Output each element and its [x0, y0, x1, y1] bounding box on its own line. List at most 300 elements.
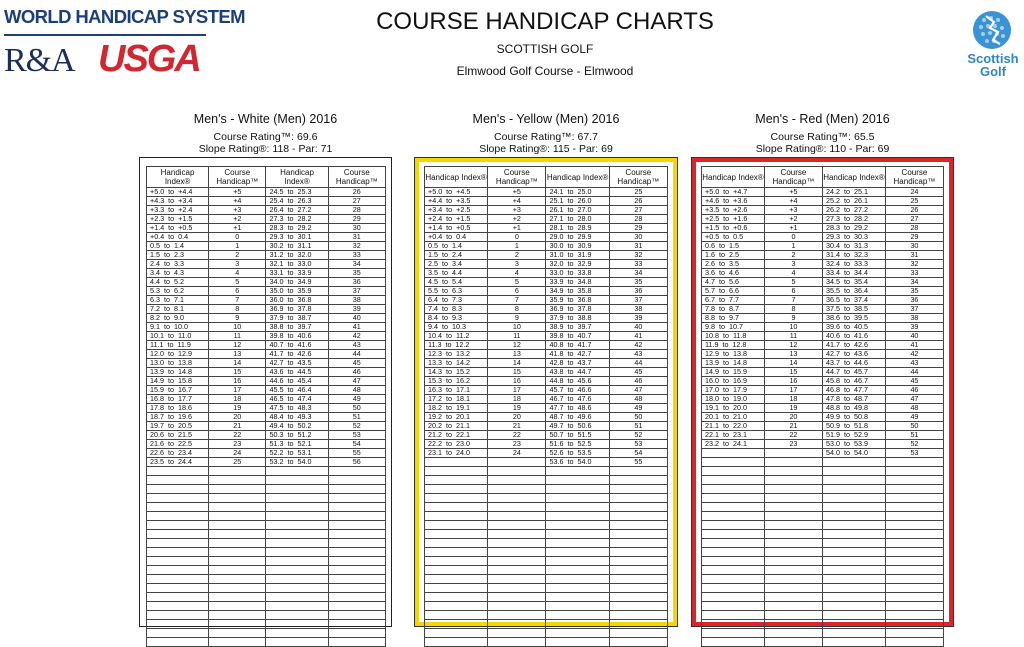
- course-handicap-cell: 2: [209, 251, 266, 260]
- handicap-index-cell: [546, 566, 609, 575]
- table-row: [702, 602, 944, 611]
- handicap-index-cell: [266, 611, 328, 620]
- course-handicap-cell: 29: [885, 233, 943, 242]
- table-row: [147, 350, 386, 359]
- course-handicap-cell: +4: [488, 197, 546, 206]
- course-handicap-cell: [609, 638, 667, 647]
- handicap-index-cell: 52.2 to 53.1: [266, 449, 328, 458]
- handicap-index-cell: 13.9 to 14.8: [702, 359, 765, 368]
- table-row: [147, 431, 386, 440]
- table-row: [147, 359, 386, 368]
- handicap-index-cell: +2.5 to +1.6: [702, 215, 765, 224]
- handicap-index-cell: 13.3 to 14.2: [425, 359, 488, 368]
- table-row: [702, 566, 944, 575]
- course-handicap-cell: [764, 485, 822, 494]
- table-row: [702, 521, 944, 530]
- handicap-index-header: Handicap Index®: [425, 167, 488, 188]
- course-handicap-cell: [328, 503, 385, 512]
- course-handicap-cell: [328, 539, 385, 548]
- handicap-index-cell: [702, 593, 765, 602]
- course-handicap-cell: 20: [209, 413, 266, 422]
- handicap-index-cell: [266, 602, 328, 611]
- course-handicap-cell: 47: [609, 386, 667, 395]
- handicap-index-cell: 22.6 to 23.4: [147, 449, 209, 458]
- handicap-index-cell: 24.5 to 25.3: [266, 188, 328, 197]
- course-handicap-cell: 35: [885, 287, 943, 296]
- handicap-index-cell: 49.9 to 50.8: [822, 413, 885, 422]
- handicap-index-cell: 34.0 to 34.9: [266, 278, 328, 287]
- course-handicap-cell: [764, 503, 822, 512]
- handicap-index-cell: 11.1 to 11.9: [147, 341, 209, 350]
- table-row: [147, 530, 386, 539]
- handicap-index-cell: 48.7 to 49.6: [546, 413, 609, 422]
- course-handicap-cell: 43: [328, 341, 385, 350]
- handicap-index-cell: [702, 548, 765, 557]
- course-handicap-cell: +5: [488, 188, 546, 197]
- course-handicap-cell: [885, 602, 943, 611]
- handicap-index-cell: 30.0 to 30.9: [546, 242, 609, 251]
- handicap-index-cell: 16.8 to 17.7: [147, 395, 209, 404]
- course-handicap-cell: 19: [488, 404, 546, 413]
- course-handicap-cell: 47: [328, 377, 385, 386]
- handicap-index-cell: 44.8 to 45.6: [546, 377, 609, 386]
- course-handicap-cell: [209, 638, 266, 647]
- handicap-index-cell: 18.0 to 19.0: [702, 395, 765, 404]
- handicap-index-cell: 36.9 to 37.8: [266, 305, 328, 314]
- course-handicap-cell: 31: [328, 233, 385, 242]
- course-handicap-cell: [764, 476, 822, 485]
- course-handicap-cell: [488, 494, 546, 503]
- course-handicap-cell: 47: [885, 395, 943, 404]
- course-handicap-cell: 33: [328, 251, 385, 260]
- course-handicap-cell: 14: [764, 359, 822, 368]
- course-handicap-cell: 52: [885, 440, 943, 449]
- table-row: [425, 431, 668, 440]
- course-handicap-cell: [764, 512, 822, 521]
- handicap-index-cell: [266, 539, 328, 548]
- panel-yellow-info: [414, 131, 678, 155]
- table-row: [702, 332, 944, 341]
- handicap-index-cell: 6.4 to 7.3: [425, 296, 488, 305]
- handicap-index-cell: 50.9 to 51.8: [822, 422, 885, 431]
- course-handicap-cell: [328, 593, 385, 602]
- course-handicap-cell: [764, 638, 822, 647]
- handicap-index-cell: 35.5 to 36.4: [822, 287, 885, 296]
- course-handicap-cell: [764, 629, 822, 638]
- course-handicap-cell: 13: [764, 350, 822, 359]
- table-row: [702, 188, 944, 197]
- course-handicap-cell: [209, 512, 266, 521]
- table-row: [702, 494, 944, 503]
- course-handicap-cell: 29: [328, 215, 385, 224]
- handicap-index-cell: [266, 575, 328, 584]
- handicap-index-cell: +2.3 to +1.5: [147, 215, 209, 224]
- handicap-index-cell: [266, 584, 328, 593]
- table-row: [425, 539, 668, 548]
- sg-line1: Scottish: [967, 51, 1019, 66]
- handicap-index-cell: 7.4 to 8.3: [425, 305, 488, 314]
- table-row: [425, 413, 668, 422]
- handicap-index-cell: 31.2 to 32.0: [266, 251, 328, 260]
- handicap-index-cell: 27.1 to 28.0: [546, 215, 609, 224]
- course-handicap-cell: [764, 530, 822, 539]
- handicap-index-cell: [546, 593, 609, 602]
- course-handicap-cell: [328, 584, 385, 593]
- table-row: [702, 539, 944, 548]
- course-handicap-cell: 40: [609, 323, 667, 332]
- table-row: [147, 422, 386, 431]
- handicap-index-cell: 20.2 to 21.1: [425, 422, 488, 431]
- course-handicap-cell: 54: [609, 449, 667, 458]
- handicap-index-cell: 53.6 to 54.0: [546, 458, 609, 467]
- handicap-index-cell: 50.7 to 51.5: [546, 431, 609, 440]
- course-handicap-cell: 27: [328, 197, 385, 206]
- course-handicap-cell: 20: [488, 413, 546, 422]
- table-row: [425, 197, 668, 206]
- handicap-table-red: [701, 166, 944, 647]
- table-row: [702, 260, 944, 269]
- course-handicap-cell: +2: [764, 215, 822, 224]
- course-handicap-cell: [328, 548, 385, 557]
- course-handicap-cell: 38: [609, 305, 667, 314]
- course-handicap-cell: [209, 566, 266, 575]
- course-handicap-cell: 10: [488, 323, 546, 332]
- handicap-index-cell: [822, 458, 885, 467]
- handicap-index-cell: +2.4 to +1.5: [425, 215, 488, 224]
- course-handicap-cell: 23: [488, 440, 546, 449]
- handicap-index-cell: 23.1 to 24.0: [425, 449, 488, 458]
- table-row: [702, 467, 944, 476]
- handicap-index-cell: [425, 485, 488, 494]
- table-header-row: [147, 167, 386, 188]
- table-row: [702, 287, 944, 296]
- course-handicap-cell: 32: [609, 251, 667, 260]
- course-handicap-cell: [488, 458, 546, 467]
- table-row: [425, 242, 668, 251]
- course-handicap-cell: 31: [609, 242, 667, 251]
- course-handicap-cell: 45: [328, 359, 385, 368]
- table-row: [147, 611, 386, 620]
- table-row: [425, 206, 668, 215]
- table-row: [425, 188, 668, 197]
- handicap-index-cell: 6.3 to 7.1: [147, 296, 209, 305]
- course-handicap-cell: 25: [885, 197, 943, 206]
- course-handicap-cell: +5: [764, 188, 822, 197]
- handicap-index-cell: [425, 494, 488, 503]
- handicap-index-cell: [702, 602, 765, 611]
- table-row: [425, 251, 668, 260]
- course-handicap-cell: 15: [764, 368, 822, 377]
- usga-text: USGA: [98, 38, 200, 80]
- course-handicap-cell: 8: [488, 305, 546, 314]
- course-handicap-cell: [209, 530, 266, 539]
- handicap-index-header: Handicap Index®: [147, 167, 209, 188]
- course-handicap-cell: 45: [609, 368, 667, 377]
- table-row: [147, 521, 386, 530]
- course-handicap-cell: [885, 638, 943, 647]
- course-handicap-cell: [209, 503, 266, 512]
- course-handicap-cell: 17: [488, 386, 546, 395]
- table-row: [702, 431, 944, 440]
- course-handicap-cell: 37: [885, 305, 943, 314]
- course-handicap-cell: 24: [885, 188, 943, 197]
- handicap-index-cell: [147, 638, 209, 647]
- course-handicap-cell: [609, 620, 667, 629]
- course-handicap-cell: 30: [328, 224, 385, 233]
- table-row: [425, 449, 668, 458]
- course-handicap-cell: [764, 467, 822, 476]
- course-handicap-cell: [764, 584, 822, 593]
- course-handicap-cell: 34: [328, 260, 385, 269]
- table-row: [425, 368, 668, 377]
- whs-logo: WORLD HANDICAP SYSTEM: [4, 6, 245, 27]
- handicap-index-cell: 20.6 to 21.5: [147, 431, 209, 440]
- table-row: [702, 629, 944, 638]
- table-row: [147, 476, 386, 485]
- table-row: [147, 485, 386, 494]
- table-row: [425, 350, 668, 359]
- handicap-index-cell: 24.1 to 25.0: [546, 188, 609, 197]
- course-handicap-cell: [609, 512, 667, 521]
- course-handicap-cell: 37: [609, 296, 667, 305]
- handicap-index-cell: 41.8 to 42.7: [546, 350, 609, 359]
- course-handicap-cell: [488, 557, 546, 566]
- course-handicap-cell: [885, 521, 943, 530]
- course-handicap-cell: [885, 476, 943, 485]
- course-handicap-cell: 6: [488, 287, 546, 296]
- course-handicap-cell: [488, 584, 546, 593]
- course-handicap-cell: 13: [488, 350, 546, 359]
- handicap-index-cell: [702, 512, 765, 521]
- course-handicap-cell: 12: [764, 341, 822, 350]
- handicap-index-cell: [425, 530, 488, 539]
- table-row: [702, 620, 944, 629]
- table-row: [425, 359, 668, 368]
- course-handicap-cell: 2: [488, 251, 546, 260]
- course-handicap-cell: +2: [488, 215, 546, 224]
- course-handicap-cell: 1: [209, 242, 266, 251]
- course-handicap-cell: 49: [609, 404, 667, 413]
- handicap-index-cell: [546, 611, 609, 620]
- table-row: [425, 440, 668, 449]
- page-subtitle: SCOTTISH GOLF: [496, 42, 594, 56]
- course-handicap-cell: 1: [764, 242, 822, 251]
- course-handicap-cell: 51: [609, 422, 667, 431]
- course-handicap-header: Course Handicap™: [209, 167, 266, 188]
- handicap-index-cell: 13.0 to 13.8: [147, 359, 209, 368]
- handicap-index-cell: +1.4 to +0.5: [425, 224, 488, 233]
- table-row: [425, 611, 668, 620]
- course-handicap-cell: [609, 593, 667, 602]
- handicap-index-cell: 50.3 to 51.2: [266, 431, 328, 440]
- course-handicap-cell: 19: [764, 404, 822, 413]
- table-row: [425, 584, 668, 593]
- handicap-index-cell: 0.5 to 1.4: [425, 242, 488, 251]
- table-row: [702, 242, 944, 251]
- handicap-index-cell: 46.8 to 47.7: [822, 386, 885, 395]
- handicap-index-cell: 47.8 to 48.7: [822, 395, 885, 404]
- handicap-index-cell: [266, 476, 328, 485]
- course-handicap-cell: +5: [209, 188, 266, 197]
- handicap-index-cell: 37.5 to 38.5: [822, 305, 885, 314]
- course-handicap-cell: [209, 485, 266, 494]
- handicap-index-cell: 36.5 to 37.4: [822, 296, 885, 305]
- handicap-index-cell: 38.9 to 39.7: [546, 323, 609, 332]
- course-handicap-cell: +3: [764, 206, 822, 215]
- handicap-index-cell: [822, 575, 885, 584]
- course-handicap-cell: [209, 521, 266, 530]
- handicap-index-cell: [425, 602, 488, 611]
- course-handicap-cell: [328, 638, 385, 647]
- handicap-index-cell: [425, 575, 488, 584]
- table-row: [425, 458, 668, 467]
- handicap-index-cell: [147, 611, 209, 620]
- handicap-index-cell: +5.0 to +4.5: [425, 188, 488, 197]
- panel-white-slope: Slope Rating®: 118 - Par: 71: [198, 143, 333, 155]
- course-handicap-cell: 32: [328, 242, 385, 251]
- course-handicap-header: Course Handicap™: [488, 167, 546, 188]
- course-handicap-cell: 39: [328, 305, 385, 314]
- handicap-index-cell: 39.6 to 40.5: [822, 323, 885, 332]
- handicap-index-cell: 43.6 to 44.5: [266, 368, 328, 377]
- handicap-index-cell: 29.3 to 30.3: [822, 233, 885, 242]
- table-row: [147, 539, 386, 548]
- handicap-index-cell: 42.7 to 43.5: [266, 359, 328, 368]
- course-handicap-cell: [609, 476, 667, 485]
- table-row: [425, 269, 668, 278]
- course-handicap-cell: 16: [209, 377, 266, 386]
- course-handicap-cell: [609, 566, 667, 575]
- table-row: [147, 503, 386, 512]
- course-handicap-cell: [328, 602, 385, 611]
- course-handicap-cell: 24: [488, 449, 546, 458]
- handicap-index-cell: [702, 566, 765, 575]
- handicap-index-cell: [702, 557, 765, 566]
- table-row: [147, 377, 386, 386]
- handicap-index-cell: 45.7 to 46.6: [546, 386, 609, 395]
- table-row: [147, 386, 386, 395]
- handicap-index-cell: 29.3 to 30.1: [266, 233, 328, 242]
- course-handicap-cell: +1: [488, 224, 546, 233]
- course-handicap-cell: [885, 458, 943, 467]
- panel-red-rating: Course Rating™: 65.5: [770, 131, 875, 143]
- course-handicap-cell: [488, 602, 546, 611]
- table-row: [425, 602, 668, 611]
- handicap-index-cell: 24.2 to 25.1: [822, 188, 885, 197]
- handicap-index-cell: 38.8 to 39.7: [266, 323, 328, 332]
- course-handicap-cell: 24: [209, 449, 266, 458]
- course-handicap-cell: 49: [328, 395, 385, 404]
- table-row: [702, 305, 944, 314]
- table-row: [702, 323, 944, 332]
- table-row: [702, 548, 944, 557]
- course-handicap-cell: 25: [209, 458, 266, 467]
- table-row: [147, 206, 386, 215]
- table-row: [147, 413, 386, 422]
- handicap-index-cell: [822, 548, 885, 557]
- course-handicap-cell: 8: [209, 305, 266, 314]
- table-row: [147, 467, 386, 476]
- course-handicap-cell: [328, 467, 385, 476]
- panel-yellow-slope: Slope Rating®: 115 - Par: 69: [479, 143, 613, 155]
- handicap-index-cell: [147, 575, 209, 584]
- handicap-index-cell: 42.8 to 43.7: [546, 359, 609, 368]
- course-handicap-cell: [209, 557, 266, 566]
- course-handicap-cell: [488, 503, 546, 512]
- handicap-index-cell: [546, 467, 609, 476]
- panel-white-info: [139, 131, 392, 155]
- course-handicap-cell: 52: [328, 422, 385, 431]
- handicap-index-cell: 49.7 to 50.6: [546, 422, 609, 431]
- table-row: [147, 404, 386, 413]
- handicap-index-cell: 36.0 to 36.8: [266, 296, 328, 305]
- course-handicap-cell: 49: [885, 413, 943, 422]
- table-row: [702, 638, 944, 647]
- course-handicap-cell: 55: [609, 458, 667, 467]
- course-handicap-cell: 28: [885, 224, 943, 233]
- handicap-index-cell: 27.3 to 28.2: [822, 215, 885, 224]
- handicap-index-cell: [822, 611, 885, 620]
- table-row: [702, 359, 944, 368]
- table-row: [702, 233, 944, 242]
- course-handicap-cell: +2: [209, 215, 266, 224]
- course-handicap-cell: 32: [885, 260, 943, 269]
- course-handicap-cell: [885, 611, 943, 620]
- handicap-index-cell: 38.6 to 39.5: [822, 314, 885, 323]
- course-handicap-cell: [488, 512, 546, 521]
- handicap-index-cell: +3.5 to +2.6: [702, 206, 765, 215]
- handicap-index-cell: 26.1 to 27.0: [546, 206, 609, 215]
- table-row: [147, 575, 386, 584]
- panel-yellow-rating: Course Rating™: 67.7: [494, 131, 598, 143]
- table-row: [425, 512, 668, 521]
- handicap-index-cell: [147, 566, 209, 575]
- table-row: [147, 323, 386, 332]
- course-handicap-cell: [609, 584, 667, 593]
- handicap-index-cell: 11.3 to 12.2: [425, 341, 488, 350]
- course-handicap-cell: [764, 539, 822, 548]
- course-handicap-cell: 29: [609, 224, 667, 233]
- course-handicap-cell: 18: [764, 395, 822, 404]
- course-handicap-cell: 27: [885, 215, 943, 224]
- table-row: [702, 593, 944, 602]
- course-handicap-cell: +1: [209, 224, 266, 233]
- course-handicap-cell: [209, 575, 266, 584]
- table-row: [425, 638, 668, 647]
- course-handicap-cell: 17: [764, 386, 822, 395]
- handicap-index-header: Handicap Index®: [266, 167, 328, 188]
- course-handicap-cell: [328, 620, 385, 629]
- course-handicap-cell: 6: [764, 287, 822, 296]
- course-handicap-cell: 8: [764, 305, 822, 314]
- handicap-index-cell: [266, 620, 328, 629]
- course-handicap-cell: 20: [764, 413, 822, 422]
- course-handicap-cell: [209, 476, 266, 485]
- handicap-index-cell: [546, 494, 609, 503]
- course-handicap-cell: [885, 530, 943, 539]
- handicap-index-cell: 47.5 to 48.3: [266, 404, 328, 413]
- handicap-index-cell: 16.0 to 16.9: [702, 377, 765, 386]
- handicap-index-cell: 47.7 to 48.6: [546, 404, 609, 413]
- handicap-index-cell: 51.6 to 52.5: [546, 440, 609, 449]
- handicap-index-cell: 46.5 to 47.4: [266, 395, 328, 404]
- handicap-index-cell: +4.3 to +3.4: [147, 197, 209, 206]
- table-row: [147, 251, 386, 260]
- handicap-table-yellow: [424, 166, 668, 647]
- course-handicap-cell: [488, 521, 546, 530]
- handicap-index-cell: [147, 602, 209, 611]
- handicap-index-cell: [425, 458, 488, 467]
